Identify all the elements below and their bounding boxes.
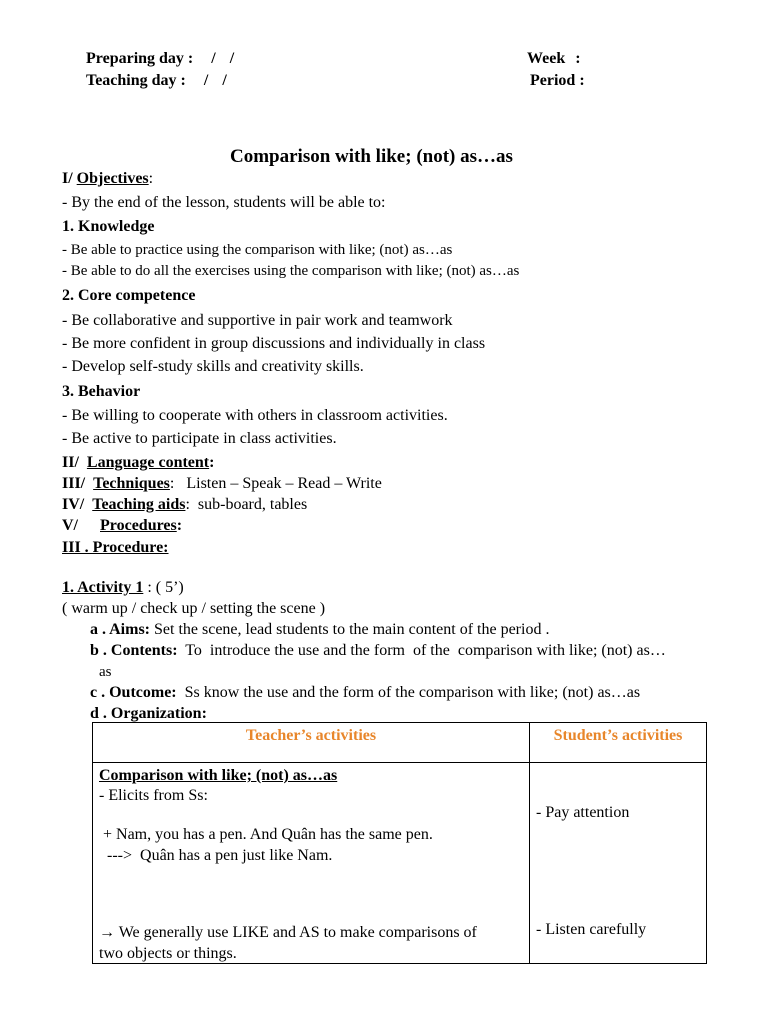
header-preparing <box>86 49 234 69</box>
activities-table <box>92 722 707 964</box>
knowledge-item: - Be able to practice using the comparison with like; (not) as…as <box>62 242 453 258</box>
language-content-colon: : <box>209 454 215 471</box>
teacher-header-cell <box>93 723 530 763</box>
activity-contents <box>90 641 666 661</box>
behavior-item: - Be willing to cooperate with others in classroom activities. <box>62 407 448 424</box>
activity-subtitle: ( warm up / check up / setting the scene ) <box>62 600 326 617</box>
competence-item: - Develop self-study skills and creativity skills. <box>62 358 364 375</box>
student-header: Student’s activities <box>553 727 683 744</box>
competence-item: - Be more confident in group discussions and individually in class <box>62 335 486 352</box>
procedures-colon: : <box>176 517 183 534</box>
objectives-heading <box>62 169 153 189</box>
activity-heading <box>62 578 184 598</box>
teaching-aids-value: : sub-board, tables <box>185 496 308 513</box>
aims-label: a . Aims: <box>90 621 150 638</box>
techniques-value: : Listen – Speak – Read – Write <box>169 475 382 492</box>
teacher-header: Teacher’s activities <box>245 727 377 744</box>
period-label: Period : <box>530 72 585 89</box>
section-num: V/ <box>62 517 78 534</box>
contents-value: To introduce the use and the form of the comparison with like; (not) as… <box>177 642 666 659</box>
organization-label: d . Organization: <box>90 705 207 722</box>
table-header-row <box>93 723 707 763</box>
language-content-label: Language content <box>86 454 210 471</box>
student-cell <box>530 763 707 964</box>
aims-value: Set the scene, lead students to the main content of the period . <box>150 621 550 638</box>
teacher-rule-line2: two objects or things. <box>99 945 237 962</box>
competence-item: - Be collaborative and supportive in pair work and teamwork <box>62 312 453 329</box>
competence-heading: 2. Core competence <box>62 287 196 304</box>
contents-continuation: as <box>99 664 112 680</box>
knowledge-item: - Be able to do all the exercises using the comparison with like; (not) as…as <box>62 263 520 279</box>
header-teaching <box>86 71 227 91</box>
teaching-aids-label: Teaching aids <box>92 496 186 513</box>
teacher-rule-line1: We generally use LIKE and AS to make comparisons of <box>115 924 477 941</box>
teaching-day-label: Teaching day : <box>86 72 186 89</box>
behavior-item: - Be active to participate in class activities. <box>62 430 337 447</box>
techniques-label: Techniques <box>93 475 170 492</box>
student-item: - Pay attention <box>536 804 630 821</box>
teaching-aids <box>62 495 307 515</box>
procedures <box>62 516 182 536</box>
table-row <box>93 763 707 964</box>
week-label: Week : <box>527 50 581 67</box>
teaching-day-value: / / <box>203 72 227 89</box>
activity-time: : ( 5’) <box>143 579 184 596</box>
activity-aims <box>90 620 549 640</box>
preparing-day-label: Preparing day : <box>86 50 194 67</box>
activity-title: 1. Activity 1 <box>62 579 144 596</box>
behavior-heading: 3. Behavior <box>62 383 141 400</box>
objectives-intro: - By the end of the lesson, students will be able to: <box>62 194 386 211</box>
outcome-value: Ss know the use and the form of the comparison with like; (not) as…as <box>176 684 641 701</box>
right-arrow-icon: → <box>99 924 115 941</box>
teacher-example: + Nam, you has a pen. And Quân has the same pen. <box>99 826 433 843</box>
teacher-title: Comparison with like; (not) as…as <box>99 767 338 784</box>
teacher-cell <box>93 763 530 964</box>
teacher-result: ---> Quân has a pen just like Nam. <box>99 847 333 864</box>
language-content <box>62 453 214 473</box>
section-num: II/ <box>62 454 79 471</box>
preparing-day-value: / / <box>211 50 235 67</box>
contents-label: b . Contents: <box>90 642 178 659</box>
student-header-cell <box>530 723 707 763</box>
section-num: III/ <box>62 475 86 492</box>
outcome-label: c . Outcome: <box>90 684 177 701</box>
objectives-colon: : <box>148 170 154 187</box>
techniques <box>62 474 382 494</box>
knowledge-heading: 1. Knowledge <box>62 218 155 235</box>
procedure-heading: III . Procedure: <box>62 539 169 556</box>
teacher-rule <box>99 923 477 943</box>
student-item: - Listen carefully <box>536 921 647 938</box>
activity-outcome <box>90 683 640 703</box>
teacher-elicit: - Elicits from Ss: <box>99 787 208 804</box>
objectives-label: Objectives <box>76 170 149 187</box>
page-title: Comparison with like; (not) as…as <box>230 146 513 167</box>
objectives-num: I/ <box>62 170 73 187</box>
procedures-label: Procedures <box>100 517 177 534</box>
section-num: IV/ <box>62 496 85 513</box>
